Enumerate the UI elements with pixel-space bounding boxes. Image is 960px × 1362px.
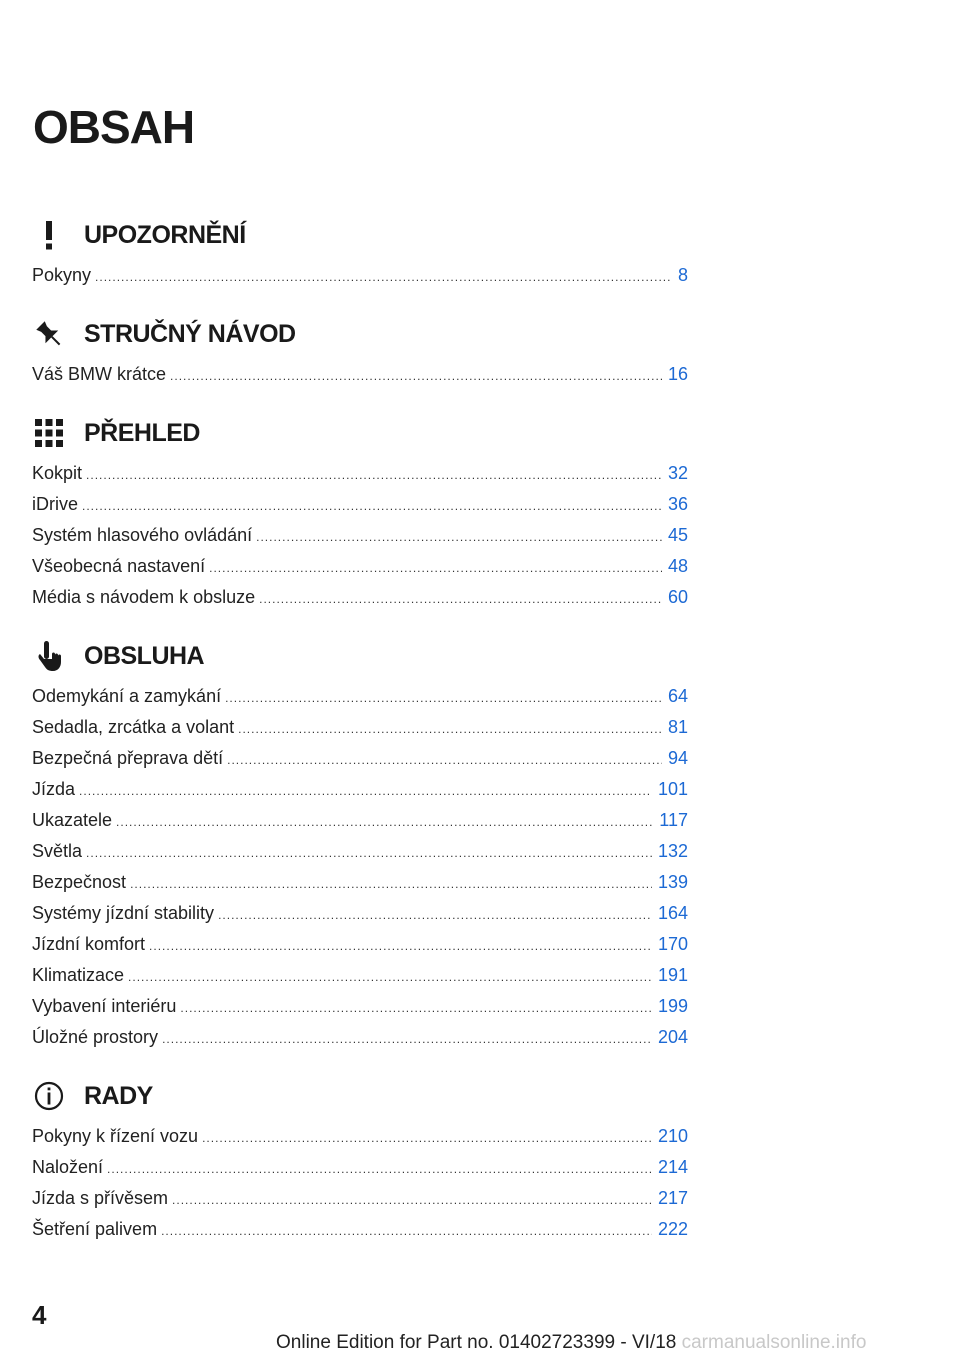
section-title: STRUČNÝ NÁVOD bbox=[84, 319, 296, 348]
toc-entry-label: Světla bbox=[32, 841, 83, 861]
toc-section bbox=[32, 635, 688, 1053]
toc-page-link[interactable]: 60 bbox=[667, 587, 688, 607]
toc-section bbox=[32, 412, 688, 613]
toc-page-link[interactable]: 139 bbox=[657, 872, 688, 892]
toc-page-link[interactable]: 164 bbox=[657, 903, 688, 923]
toc-entry[interactable] bbox=[32, 991, 688, 1022]
toc-page-link[interactable]: 117 bbox=[659, 810, 688, 830]
toc-page-link[interactable]: 214 bbox=[657, 1157, 688, 1177]
dot-leader bbox=[218, 900, 652, 931]
toc-entry-label: Pokyny bbox=[32, 265, 92, 285]
dot-leader bbox=[86, 838, 652, 869]
page-title: OBSAH bbox=[33, 101, 195, 153]
toc-entry[interactable] bbox=[32, 774, 688, 805]
section-header bbox=[32, 313, 688, 355]
section-header bbox=[32, 635, 688, 677]
toc-page-link[interactable]: 32 bbox=[667, 463, 688, 483]
dot-leader bbox=[82, 491, 662, 522]
toc-entry[interactable] bbox=[32, 836, 688, 867]
dot-leader bbox=[86, 460, 662, 491]
dot-leader bbox=[116, 807, 653, 838]
toc-entry[interactable] bbox=[32, 712, 688, 743]
toc-entry[interactable] bbox=[32, 489, 688, 520]
toc-page-link[interactable]: 217 bbox=[657, 1188, 688, 1208]
toc-page-link[interactable]: 101 bbox=[657, 779, 688, 799]
footer bbox=[276, 1332, 960, 1358]
dot-leader bbox=[209, 553, 662, 584]
toc-entry-label: Systém hlasového ovládání bbox=[32, 525, 253, 545]
toc-entry-label: Klimatizace bbox=[32, 965, 125, 985]
toc-page-link[interactable]: 48 bbox=[667, 556, 688, 576]
toc-entry-label: Bezpečnost bbox=[32, 872, 127, 892]
section-title: RADY bbox=[84, 1081, 153, 1110]
toc-entry[interactable] bbox=[32, 1152, 688, 1183]
toc-entry[interactable] bbox=[32, 1183, 688, 1214]
dot-leader bbox=[238, 714, 662, 745]
toc-page-link[interactable]: 199 bbox=[657, 996, 688, 1016]
toc-page-link[interactable]: 81 bbox=[667, 717, 688, 737]
toc-entry[interactable] bbox=[32, 681, 688, 712]
toc-page-link[interactable]: 36 bbox=[667, 494, 688, 514]
dot-leader bbox=[202, 1123, 652, 1154]
footer-edition: Online Edition for Part no. 01402723399 - VI/18 bbox=[276, 1332, 677, 1353]
toc-entry[interactable] bbox=[32, 520, 688, 551]
toc-entry[interactable] bbox=[32, 551, 688, 582]
toc-entry-label: Média s návodem k obsluze bbox=[32, 587, 256, 607]
toc-page-link[interactable]: 16 bbox=[667, 364, 688, 384]
toc-entry-label: iDrive bbox=[32, 494, 79, 514]
section-title: UPOZORNĚNÍ bbox=[84, 220, 246, 249]
toc-entry-label: Šetření palivem bbox=[32, 1219, 158, 1239]
dot-leader bbox=[256, 522, 662, 553]
section-title: PŘEHLED bbox=[84, 418, 200, 447]
hand-pointer-icon bbox=[32, 639, 66, 673]
toc-entry[interactable] bbox=[32, 1121, 688, 1152]
toc-entry[interactable] bbox=[32, 260, 688, 291]
table-of-contents bbox=[32, 214, 688, 1267]
pushpin-icon bbox=[32, 317, 66, 351]
toc-entry[interactable] bbox=[32, 359, 688, 390]
dot-leader bbox=[95, 262, 672, 293]
toc-section bbox=[32, 214, 688, 291]
toc-entry[interactable] bbox=[32, 867, 688, 898]
dot-leader bbox=[161, 1216, 652, 1247]
toc-page-link[interactable]: 204 bbox=[657, 1027, 688, 1047]
toc-entry-label: Pokyny k řízení vozu bbox=[32, 1126, 199, 1146]
info-circle-icon bbox=[32, 1079, 66, 1113]
toc-entry-label: Jízdní komfort bbox=[32, 934, 146, 954]
grid-icon bbox=[32, 416, 66, 450]
toc-entry[interactable] bbox=[32, 458, 688, 489]
section-header bbox=[32, 214, 688, 256]
toc-page-link[interactable]: 94 bbox=[667, 748, 688, 768]
dot-leader bbox=[170, 361, 662, 392]
toc-entry[interactable] bbox=[32, 805, 688, 836]
dot-leader bbox=[130, 869, 652, 900]
toc-page-link[interactable]: 64 bbox=[667, 686, 688, 706]
toc-entry[interactable] bbox=[32, 1214, 688, 1245]
dot-leader bbox=[227, 745, 662, 776]
toc-entry[interactable] bbox=[32, 582, 688, 613]
toc-entry-label: Všeobecná nastavení bbox=[32, 556, 206, 576]
toc-entry-label: Vybavení interiéru bbox=[32, 996, 177, 1016]
toc-page-link[interactable]: 132 bbox=[657, 841, 688, 861]
toc-entry-label: Úložné prostory bbox=[32, 1027, 159, 1047]
toc-entry-label: Bezpečná přeprava dětí bbox=[32, 748, 224, 768]
toc-entry-label: Jízda s přívěsem bbox=[32, 1188, 169, 1208]
exclamation-icon bbox=[32, 218, 66, 252]
dot-leader bbox=[79, 776, 652, 807]
footer-watermark: carmanualsonline.info bbox=[681, 1332, 867, 1353]
page-number: 4 bbox=[32, 1300, 47, 1330]
toc-entry-label: Odemykání a zamykání bbox=[32, 686, 222, 706]
toc-entry[interactable] bbox=[32, 898, 688, 929]
toc-entry[interactable] bbox=[32, 1022, 688, 1053]
dot-leader bbox=[225, 683, 662, 714]
toc-entry-label: Váš BMW krátce bbox=[32, 364, 167, 384]
dot-leader bbox=[172, 1185, 652, 1216]
toc-entry[interactable] bbox=[32, 743, 688, 774]
toc-entry[interactable] bbox=[32, 929, 688, 960]
toc-page-link[interactable]: 222 bbox=[657, 1219, 688, 1239]
dot-leader bbox=[107, 1154, 652, 1185]
toc-entry-label: Naložení bbox=[32, 1157, 104, 1177]
toc-page-link[interactable]: 170 bbox=[657, 934, 688, 954]
section-title: OBSLUHA bbox=[84, 641, 205, 670]
dot-leader bbox=[162, 1024, 652, 1055]
toc-section bbox=[32, 1075, 688, 1245]
dot-leader bbox=[259, 584, 662, 615]
toc-entry-label: Ukazatele bbox=[32, 810, 113, 830]
toc-page-link[interactable]: 210 bbox=[657, 1126, 688, 1146]
dot-leader bbox=[128, 962, 652, 993]
toc-section bbox=[32, 313, 688, 390]
dot-leader bbox=[180, 993, 652, 1024]
toc-entry-label: Kokpit bbox=[32, 463, 83, 483]
section-header bbox=[32, 412, 688, 454]
section-header bbox=[32, 1075, 688, 1117]
toc-entry-label: Systémy jízdní stability bbox=[32, 903, 215, 923]
toc-page-link[interactable]: 191 bbox=[657, 965, 688, 985]
toc-page-link[interactable]: 8 bbox=[677, 265, 688, 285]
dot-leader bbox=[149, 931, 652, 962]
toc-entry-label: Jízda bbox=[32, 779, 76, 799]
toc-page-link[interactable]: 45 bbox=[667, 525, 688, 545]
toc-entry[interactable] bbox=[32, 960, 688, 991]
toc-entry-label: Sedadla, zrcátka a volant bbox=[32, 717, 235, 737]
